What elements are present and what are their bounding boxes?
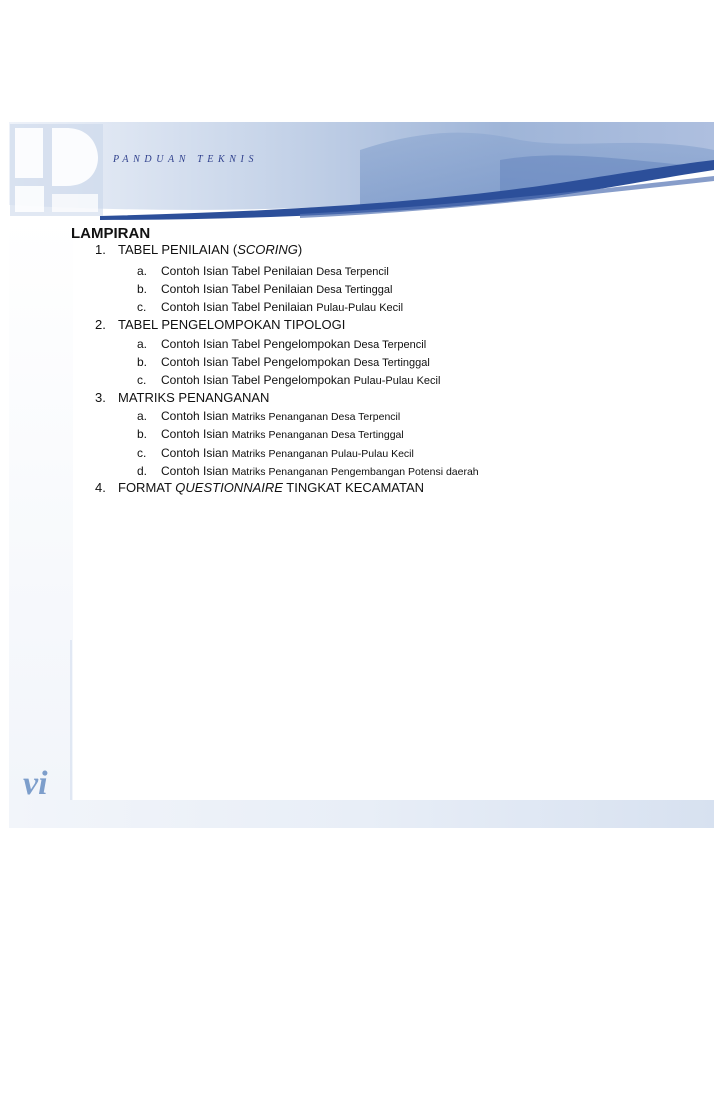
section-label: FORMAT: [118, 480, 176, 495]
section-number: 1.: [95, 242, 106, 257]
item-detail: Matriks Penanganan Desa Terpencil: [231, 411, 401, 423]
toc-item-3d[interactable]: [137, 464, 479, 478]
item-label: Contoh Isian Tabel Pengelompokan: [161, 337, 354, 351]
item-label: Contoh Isian: [161, 446, 232, 460]
item-letter: a.: [137, 409, 148, 423]
section-label: TABEL PENILAIAN (: [118, 242, 238, 257]
header-banner: [9, 122, 714, 220]
item-detail: Matriks Penanganan Desa Tertinggal: [231, 429, 404, 441]
header-label: PANDUAN TEKNIS: [113, 154, 259, 165]
item-letter: d.: [137, 464, 148, 478]
section-label: TABEL PENGELOMPOKAN TIPOLOGI: [118, 317, 346, 332]
item-label: Contoh Isian Tabel Penilaian: [161, 282, 317, 296]
section-number: 3.: [95, 390, 106, 405]
item-detail: Matriks Penanganan Pengembangan Potensi daerah: [231, 466, 479, 478]
item-letter: c.: [137, 373, 147, 387]
item-letter: b.: [137, 282, 148, 296]
section-number: 2.: [95, 317, 106, 332]
item-letter: b.: [137, 355, 148, 369]
item-detail: Matriks Penanganan Pulau-Pulau Kecil: [231, 448, 414, 460]
item-label: Contoh Isian Tabel Pengelompokan: [161, 373, 354, 387]
toc-item-3a[interactable]: [137, 409, 400, 423]
item-detail: Pulau-Pulau Kecil: [353, 375, 441, 387]
toc-item-1a[interactable]: [137, 264, 389, 278]
toc-item-1c[interactable]: [137, 300, 403, 314]
toc-section-1[interactable]: [95, 242, 302, 257]
toc-section-4[interactable]: [95, 480, 424, 495]
page-number: vi: [23, 765, 48, 802]
item-detail: Desa Tertinggal: [353, 357, 430, 369]
item-label: Contoh Isian: [161, 427, 232, 441]
section-label-emphasis: SCORING: [237, 242, 298, 257]
toc-section-2[interactable]: [95, 317, 345, 332]
toc-item-3c[interactable]: [137, 446, 414, 460]
section-label-end: ): [297, 242, 303, 257]
toc-item-3b[interactable]: [137, 427, 404, 441]
toc-title: LAMPIRAN: [71, 225, 151, 242]
toc-item-1b[interactable]: [137, 282, 392, 296]
item-detail: Desa Tertinggal: [316, 284, 393, 296]
toc-item-2c[interactable]: [137, 373, 440, 387]
item-letter: a.: [137, 264, 148, 278]
pu-logo-icon: [10, 124, 103, 216]
item-detail: Desa Terpencil: [353, 339, 427, 351]
item-detail: Desa Terpencil: [316, 266, 389, 278]
item-label: Contoh Isian Tabel Penilaian: [161, 300, 317, 314]
toc-section-3[interactable]: [95, 390, 269, 405]
item-detail: Pulau-Pulau Kecil: [316, 302, 404, 314]
item-letter: c.: [137, 300, 147, 314]
item-label: Contoh Isian Tabel Penilaian: [161, 264, 317, 278]
section-number: 4.: [95, 480, 106, 495]
item-letter: c.: [137, 446, 147, 460]
toc-item-2b[interactable]: [137, 355, 430, 369]
item-label: Contoh Isian: [161, 409, 232, 423]
item-label: Contoh Isian: [161, 464, 232, 478]
toc-item-2a[interactable]: [137, 337, 426, 351]
section-label-emphasis: QUESTIONNAIRE: [175, 480, 283, 495]
item-letter: a.: [137, 337, 148, 351]
section-label-end: TINGKAT KECAMATAN: [282, 480, 425, 495]
section-label: MATRIKS PENANGANAN: [118, 390, 270, 405]
item-letter: b.: [137, 427, 148, 441]
item-label: Contoh Isian Tabel Pengelompokan: [161, 355, 354, 369]
